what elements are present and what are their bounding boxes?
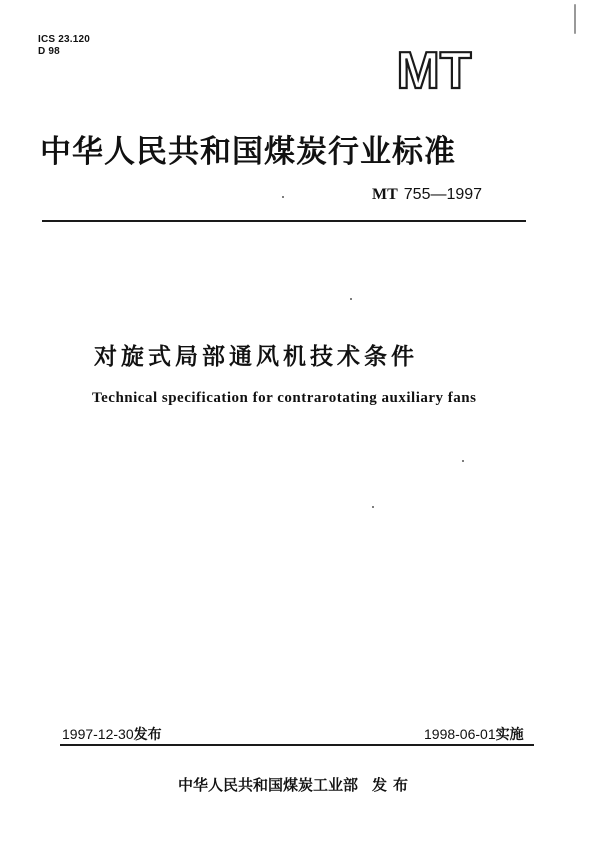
effective-date-label: 实施 [495, 727, 524, 743]
issuing-authority [178, 774, 414, 795]
standard-prefix: MT [372, 186, 398, 203]
mt-logo [380, 42, 488, 94]
issuer-name: 中华人民共和国煤炭工业部 [178, 776, 359, 794]
effective-date [424, 724, 524, 744]
document-title-en: Technical specification for contrarotating auxiliary fans [92, 390, 477, 406]
issue-date-label: 发布 [133, 727, 162, 743]
footer-rule [60, 744, 534, 746]
issue-date [62, 724, 162, 744]
scan-speck [372, 506, 374, 508]
standard-number [372, 186, 482, 204]
scan-speck [462, 460, 464, 462]
issuer-action: 发布 [372, 776, 415, 794]
standard-code: 755—1997 [403, 186, 483, 203]
ccs-code: D 98 [38, 46, 60, 57]
org-title: 中华人民共和国煤炭行业标准 [40, 134, 456, 170]
ics-code: ICS 23.120 [38, 34, 91, 45]
effective-date-value: 1998-06-01 [424, 726, 496, 742]
mt-logo-text: MT [396, 42, 472, 94]
scan-speck [574, 4, 576, 34]
scan-speck [350, 298, 352, 300]
document-title-zh: 对旋式局部通风机技术条件 [94, 344, 418, 370]
scan-speck [282, 196, 284, 198]
issue-date-value: 1997-12-30 [62, 726, 134, 742]
header-rule [42, 220, 526, 222]
